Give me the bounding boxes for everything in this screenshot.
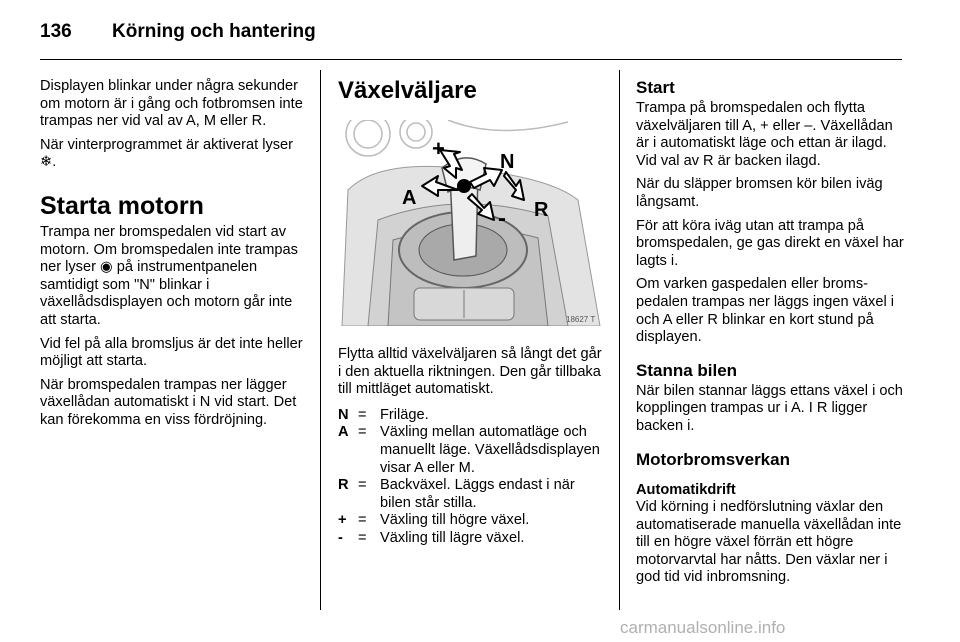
definition-row: R = Backväxel. Läggs endast i när bilen står stilla.	[338, 477, 575, 511]
column-middle	[338, 78, 606, 548]
heading-start: Start	[636, 78, 675, 97]
paragraph-move-selector: Flytta alltid växelväljaren så långt det går i den aktuella riktningen. Den går tillbaka till mittläget automatiskt.	[338, 346, 602, 398]
page-header	[40, 16, 316, 48]
column-right	[636, 78, 908, 593]
paragraph-brake-lights: Vid fel på alla bromsljus är det inte heller möjligt att starta.	[40, 335, 303, 370]
heading-automatic-mode: Automatikdrift	[636, 481, 736, 498]
chapter-title: Körning och hantering	[112, 21, 316, 42]
header-rule	[40, 59, 902, 60]
paragraph-start-brake: Trampa på bromspedalen och flytta växelväljaren till A, + eller –. Växellådan är i automatiskt läge och ettan är ilagd. Vid val av R är backen ilagd.	[636, 100, 893, 169]
figure-code: 18627 T	[566, 315, 596, 324]
definition-row: N = Friläge.	[338, 406, 429, 423]
label-n: N	[500, 151, 515, 173]
paragraph-downhill: Vid körning i nedförslutning växlar den automatiserade manuella växellådan inte till en högre växel förrän ett högre motorvarvtal har nåtts. Den växlar ner i god tid vid inbromsning.	[636, 499, 902, 586]
label-r: R	[534, 199, 549, 221]
heading-gear-selector: Växelväljare	[338, 77, 477, 104]
heading-start-engine: Starta motorn	[40, 191, 204, 220]
watermark: carmanualsonline.info	[620, 618, 786, 637]
label-minus: -	[498, 205, 506, 232]
paragraph-auto-neutral: När bromspedalen trampas ner lägger växellådan automatiskt i N vid start. Det kan förekomma en viss fördröjning.	[40, 376, 297, 428]
definition-row: + = Växling till högre växel.	[338, 512, 530, 529]
label-a: A	[402, 187, 417, 209]
gear-selector-illustration	[338, 120, 604, 326]
paragraph-winter: När vinterprogrammet är aktiverat lyser ❄.	[40, 136, 294, 171]
heading-engine-braking: Motorbromsverkan	[636, 449, 790, 469]
gear-definitions	[338, 407, 606, 548]
definition-row: - = Växling till lägre växel.	[338, 529, 525, 546]
column-left	[40, 78, 308, 436]
column-divider-2	[619, 70, 620, 610]
column-divider-1	[320, 70, 321, 610]
heading-stop: Stanna bilen	[636, 360, 738, 380]
paragraph-no-pedal: Om varken gaspedalen eller bromspedalen trampas ner läggs ingen växel i och A eller R blinkar en kort stund på displayen.	[636, 276, 894, 346]
gear-selector-drawing	[338, 120, 604, 326]
paragraph-release-brake: När du släpper bromsen kör bilen iväg långsamt.	[636, 176, 883, 210]
paragraph-display-blink: Displayen blinkar under några sekunder om motorn är i gång och fotbromsen inte trampas ner vid val av A, M eller R.	[40, 78, 303, 130]
paragraph-stop: När bilen stannar läggs ettans växel i och kopplingen trampas ur i A. I R ligger backen i.	[636, 382, 903, 434]
page-number: 136	[40, 21, 72, 42]
paragraph-drive-off: För att köra iväg utan att trampa på bromspedalen, ge gas direkt en växel har lagts i.	[636, 217, 904, 269]
definition-row: A = Växling mellan automatläge och manuellt läge. Växellådsdisplayen visar A eller M.	[338, 424, 600, 476]
label-plus: +	[432, 136, 445, 161]
paragraph-brake-start: Trampa ner bromspedalen vid start av motorn. Om bromspedalen inte trampas ner lyser ◉ på instrumentpanelen samtidigt som "N" blinkar i växellådsdisplayen och motorn går inte att starta.	[40, 223, 298, 328]
